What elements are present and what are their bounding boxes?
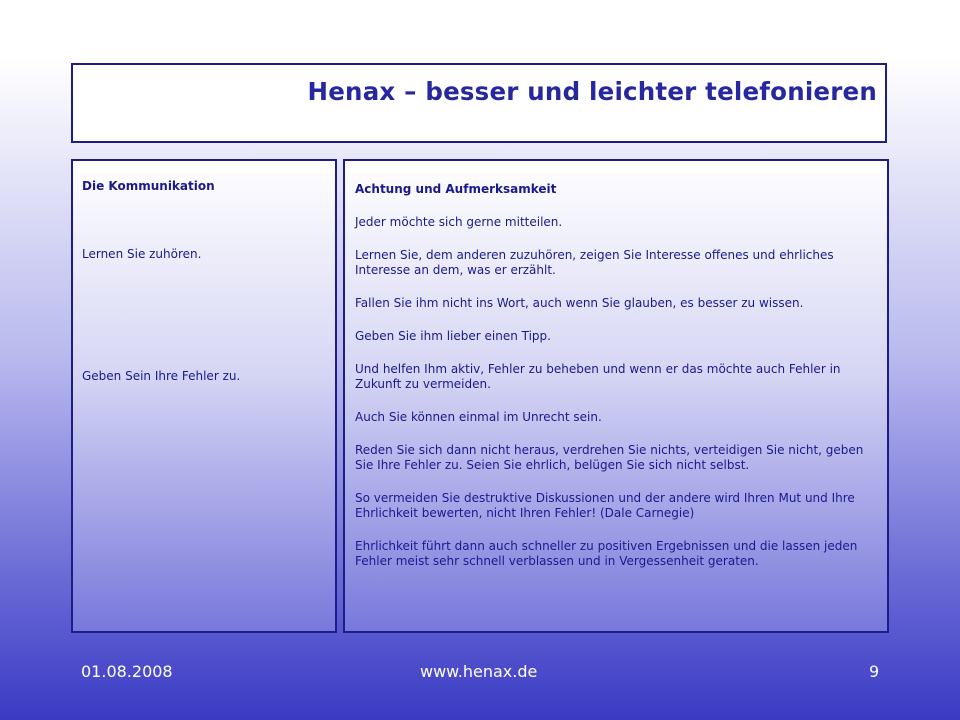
slide-title: Henax – besser und leichter telefonieren [307,77,877,106]
right-panel [343,159,889,633]
right-panel-paragraph: Fallen Sie ihm nicht ins Wort, auch wenn Sie glauben, es besser zu wissen. [355,296,804,310]
right-panel-paragraph: So vermeiden Sie destruktive Diskussionen und der andere wird Ihren Mut und Ihre Ehrlichkeit bewerten, nicht Ihren Fehler! (Dale Carnegie) [355,491,855,520]
footer-url[interactable]: www.henax.de [420,662,538,681]
footer-date: 01.08.2008 [81,662,173,681]
right-panel-content [355,182,875,587]
right-panel-heading: Achtung und Aufmerksamkeit [355,182,557,196]
left-panel-paragraph: Lernen Sie zuhören. [82,247,202,261]
right-panel-paragraph: Und helfen Ihm aktiv, Fehler zu beheben und wenn er das möchte auch Fehler in Zukunft zu vermeiden. [355,362,841,391]
right-panel-paragraph: Auch Sie können einmal im Unrecht sein. [355,410,602,424]
right-panel-paragraph: Reden Sie sich dann nicht heraus, verdrehen Sie nichts, verteidigen Sie nicht, geben Sie Ihre Fehler zu. Seien Sie ehrlich, belügen Sie sich nicht selbst. [355,443,864,472]
right-panel-paragraph: Jeder möchte sich gerne mitteilen. [355,215,563,229]
title-box [71,63,887,143]
right-panel-paragraph: Geben Sie ihm lieber einen Tipp. [355,329,551,343]
left-panel-paragraph: Geben Sein Ihre Fehler zu. [82,369,241,383]
left-panel [71,159,337,633]
right-panel-paragraph: Lernen Sie, dem anderen zuzuhören, zeigen Sie Interesse offenes und ehrliches Interesse an dem, was er erzählt. [355,248,834,277]
left-panel-heading: Die Kommunikation [82,179,215,193]
page-number: 9 [869,662,880,681]
right-panel-paragraph: Ehrlichkeit führt dann auch schneller zu positiven Ergebnissen und die lassen jeden Fehler meist sehr schnell verblassen und in Vergessenheit geraten. [355,539,858,568]
